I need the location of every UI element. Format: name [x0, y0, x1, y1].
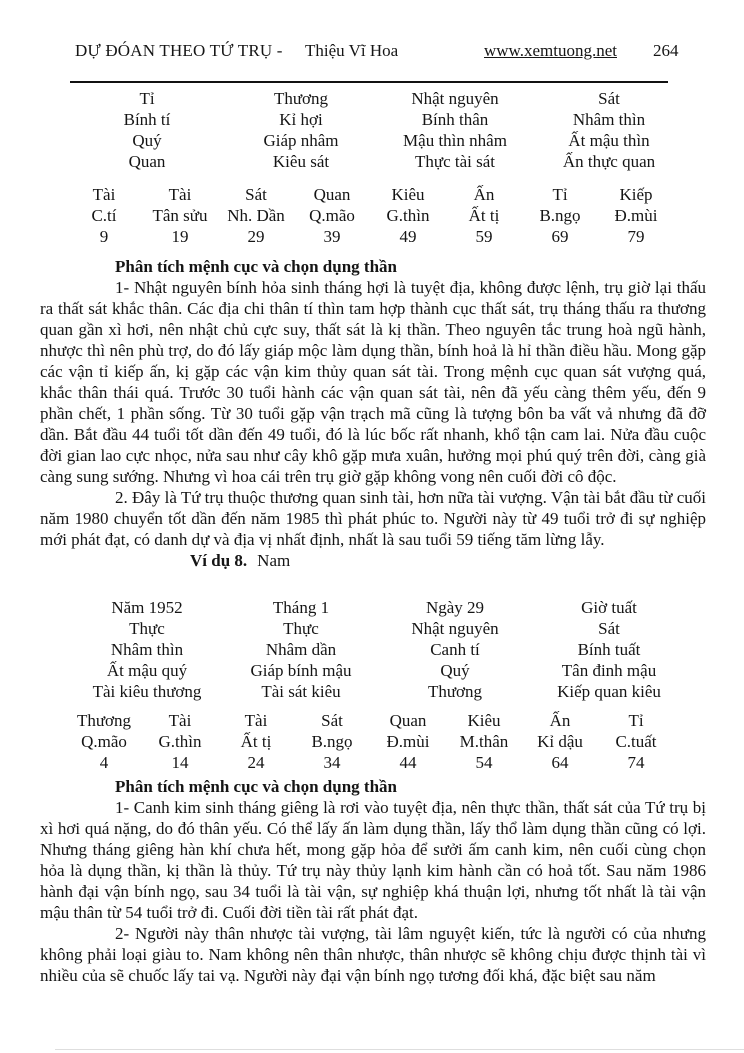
table-cell: Kiêu — [391, 185, 425, 204]
table-cell: Kiêu sát — [272, 152, 330, 171]
table-cell: B.ngọ — [311, 732, 353, 751]
table-cell: Ất tị — [240, 732, 272, 751]
table-cell: 79 — [627, 227, 645, 246]
table-cell: Ấn — [549, 711, 571, 730]
table-cell: Kỉ dậu — [537, 732, 583, 751]
table-cell: Quan — [128, 152, 166, 171]
table-cell: M.thân — [459, 732, 509, 751]
table-cell: Tỉ — [628, 711, 644, 730]
table-cell: 39 — [323, 227, 341, 246]
table-cell: Quý — [440, 661, 470, 680]
section-heading: Phân tích mệnh cục và chọn dụng thần — [115, 777, 397, 796]
table-cell: Q.mão — [81, 732, 127, 751]
table-cell: G.thìn — [158, 732, 202, 751]
table-cell: Ấn thực quan — [562, 152, 656, 171]
table-cell: 24 — [247, 753, 265, 772]
table-cell: Đ.mùi — [614, 206, 658, 225]
table-cell: Nhật nguyên — [411, 619, 499, 638]
table-cell: Sát — [598, 89, 620, 108]
table-cell: 64 — [551, 753, 569, 772]
table-cell: 44 — [399, 753, 417, 772]
book-title: DỰ ĐÓAN THEO TỨ TRỤ - — [75, 41, 283, 60]
table-cell: Thực tài sát — [414, 152, 496, 171]
analysis-section-2 — [40, 776, 706, 986]
table-cell: 34 — [323, 753, 341, 772]
table-cell: Thương — [76, 711, 132, 730]
table-cell: Mậu thìn nhâm — [403, 131, 507, 150]
example-label: Ví dụ 8. — [190, 551, 248, 570]
table-cell: Ất tị — [468, 206, 500, 225]
page-number: 264 — [653, 41, 679, 60]
table-cell: Thương — [427, 682, 483, 701]
table-cell: Ất mậu quý — [106, 661, 188, 680]
paragraph: 2- Người này thân nhược tài vượng, tài lâm nguyệt kiến, tức là người có của nhưng không phải loại giàu to. Nam không nên thân nhược, thân nhược sẽ không chịu được thịnh tài vì nhiều của sẽ chuốc lấy tai vạ. Người này đại vận bính ngọ tương đối khá, đặc biệt sau năm — [40, 924, 706, 985]
table-cell: Tháng 1 — [272, 598, 330, 617]
table-cell: Tỉ — [552, 185, 568, 204]
table-cell: C.tí — [91, 206, 117, 225]
table-cell: Kỉ hợi — [279, 110, 323, 129]
table-cell: Tài sát kiêu — [261, 682, 341, 701]
paragraph: 1- Canh kim sinh tháng giêng là rơi vào tuyệt địa, nên thực thần, thất sát của Tứ trụ bị xì hơi quá nặng, do đó thân yếu. Có thể lấy ấn làm dụng thần, lấy thổ làm dụng thần cũng có lợi. Nhưng tháng giêng hàn khí chưa hết, mong gặp hỏa để sưởi ấm canh kim, nên cuối cùng chọn hỏa là dụng thần, kị thần là thủy. Tứ trụ này thủy lạnh kim hành cần có hoả tốt. Sau năm 1986 hành đại vận bính ngọ, sau 34 tuổi là tài vận, sự nghiệp khá thuận lợi, nhưng tốt nhất là tài vận mậu thân từ 54 tuổi trở đi. Cuối đời tiền tài rất phát đạt. — [40, 798, 706, 922]
table-cell: 9 — [99, 227, 109, 246]
table-cell: Nhật nguyên — [411, 89, 499, 108]
table-cell: Thương — [273, 89, 329, 108]
table-cell: Giáp nhâm — [263, 131, 339, 150]
paragraph: 2. Đây là Tứ trụ thuộc thương quan sinh tài, hơn nữa tài vượng. Vận tài bắt đầu từ cuối năm 1980 chuyển tốt dần đến năm 1985 thì phát phúc to. Người này từ 49 tuổi trở đi sự nghiệp mới phát đạt, có danh dự và địa vị nhất định, nhất là sau tuổi 59 tiếng tăm lừng lẫy. — [40, 488, 706, 549]
table-cell: Thực — [283, 619, 319, 638]
header-divider — [70, 81, 668, 83]
table-cell: Nh. Dần — [227, 206, 285, 225]
luck-periods-table-2 — [66, 710, 674, 773]
table-cell: 4 — [99, 753, 109, 772]
table-cell: Kiếp quan kiêu — [557, 682, 661, 701]
page-bottom-edge — [55, 1049, 744, 1050]
table-cell: Tân sửu — [152, 206, 208, 225]
table-cell: Canh tí — [430, 640, 480, 659]
table-cell: Giáp bính mậu — [250, 661, 352, 680]
table-cell: Kiếp — [619, 185, 653, 204]
table-cell: Quan — [389, 711, 427, 730]
table-cell: Thực — [129, 619, 165, 638]
analysis-section-1 — [40, 256, 706, 571]
table-cell: 54 — [475, 753, 493, 772]
table-cell: Sát — [598, 619, 620, 638]
table-cell: Tài — [168, 711, 192, 730]
table-cell: B.ngọ — [539, 206, 581, 225]
table-cell: Ất mậu thìn — [568, 131, 650, 150]
table-cell: Tân đinh mậu — [561, 661, 657, 680]
table-cell: Kiêu — [467, 711, 501, 730]
table-cell: 59 — [475, 227, 493, 246]
table-cell: Ngày 29 — [425, 598, 485, 617]
author-name: Thiệu Vĩ Hoa — [305, 41, 399, 60]
table-cell: Quan — [313, 185, 351, 204]
table-cell: G.thìn — [386, 206, 430, 225]
table-cell: 69 — [551, 227, 569, 246]
table-cell: Sát — [245, 185, 267, 204]
table-cell: Bính tuất — [577, 640, 641, 659]
table-cell: 49 — [399, 227, 417, 246]
table-cell: 19 — [171, 227, 189, 246]
example-caption — [40, 550, 706, 571]
table-cell: Nhâm dần — [265, 640, 337, 659]
table-cell: Tài — [92, 185, 116, 204]
table-cell: Tài — [168, 185, 192, 204]
table-cell: Bính thân — [421, 110, 489, 129]
table-cell: 74 — [627, 753, 645, 772]
four-pillars-table-2 — [70, 597, 686, 702]
table-cell: 14 — [171, 753, 189, 772]
table-cell: Giờ tuất — [581, 598, 637, 617]
website-url: www.xemtuong.net — [484, 41, 617, 60]
table-cell: C.tuất — [615, 732, 657, 751]
table-cell: Tài — [244, 711, 268, 730]
example-value: Nam — [257, 551, 291, 570]
table-cell: Q.mão — [309, 206, 355, 225]
table-cell: Quý — [132, 131, 162, 150]
table-cell: Nhâm thìn — [110, 640, 184, 659]
table-cell: Tài kiêu thương — [92, 682, 202, 701]
table-cell: Bính tí — [123, 110, 171, 129]
table-cell: Nhâm thìn — [572, 110, 646, 129]
section-heading: Phân tích mệnh cục và chọn dụng thần — [115, 257, 397, 276]
table-cell: Đ.mùi — [386, 732, 430, 751]
table-cell: Tỉ — [139, 89, 155, 108]
table-cell: Năm 1952 — [111, 598, 183, 617]
table-cell: Ấn — [473, 185, 495, 204]
luck-periods-table-1 — [66, 184, 674, 247]
table-cell: Sát — [321, 711, 343, 730]
table-cell: 29 — [247, 227, 265, 246]
four-pillars-table-1 — [70, 88, 686, 172]
paragraph: 1- Nhật nguyên bính hỏa sinh tháng hợi là tuyệt địa, không được lệnh, trụ giờ lại thấu ra thất sát khắc thân. Các địa chi thân tí thìn tam hợp thành cục thất sát, trụ tháng thấu ra thương quan gần xì hơi, nên nhật chủ cực suy, thất sát là kị thần. Theo nguyên tắc trung hoà ngũ hành, nhược thì nên phù trợ, do đó lấy giáp mộc làm dụng thần, bính hoả là hỉ thần điều hầu. Mong gặp các vận tỉ kiếp ấn, kị gặp các vận kim thủy quan sát tài. Trong mệnh cục quan sát vượng quá, khắc thân thái quá. Trước 30 tuổi hành các vận quan sát tài, nên đã yếu càng thêm yếu, đến 9 phần chết, 1 phần sống. Từ 30 tuổi gặp vận trạch mã cũng là tượng bôn ba vất vả nhưng đã đỡ dần. Bắt đầu 44 tuổi tốt dần đến 49 tuổi, đó là lúc bốc rất nhanh, khổ tận cam lai. Nửa đầu cuộc đời gian lao cực nhọc, nửa sau như cây khô gặp mưa xuân, hưởng mọi phú quý trên đời, càng già càng sung sướng. Nhưng vì hoa cái trên trụ giờ gặp không vong nên cuối đời cô độc. — [40, 278, 706, 486]
